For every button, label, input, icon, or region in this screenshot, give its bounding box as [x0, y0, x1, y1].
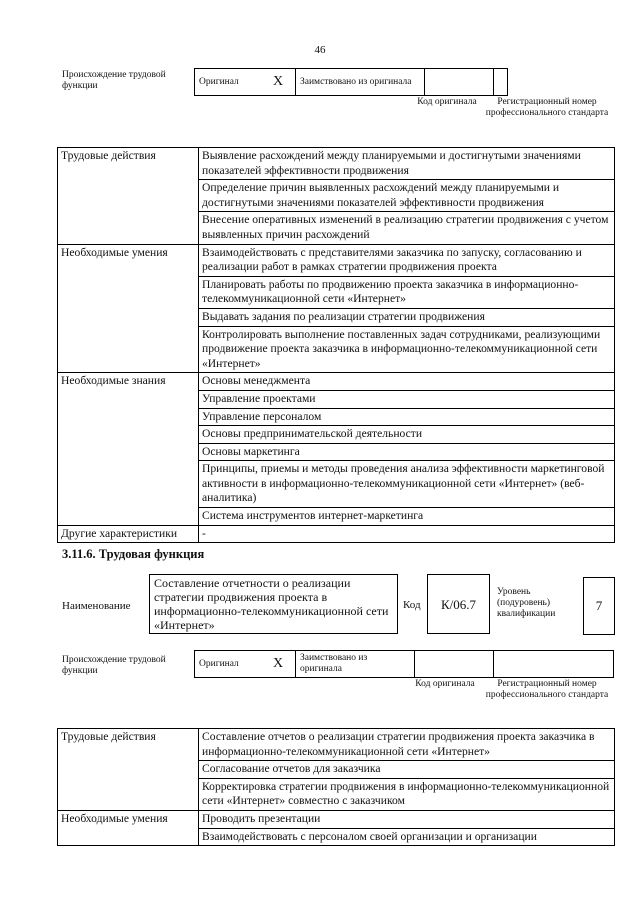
code-original-cell — [415, 651, 494, 678]
table-cell: Контролировать выполнение поставленных задач сотрудниками, реализующими продвижение проекта заказчика в информационно-телекоммуникационной сети «Интернет» — [199, 326, 615, 373]
page-number: 46 — [314, 44, 326, 56]
table-cell: Основы менеджмента — [199, 373, 615, 391]
origin-label: Происхождение трудовой функции — [62, 70, 166, 91]
reg-number-cell — [494, 651, 614, 678]
table-cell: Проводить презентации — [199, 810, 615, 828]
table-cell: Выдавать задания по реализации стратегии продвижения — [199, 308, 615, 326]
level-value: 7 — [583, 577, 615, 635]
table-cell: Планировать работы по продвижению проекта заказчика в информационно-телекоммуникационной сети «Интернет» — [199, 276, 615, 308]
table-row — [58, 525, 615, 543]
original-mark: X — [261, 651, 296, 678]
table-cell: Взаимодействовать с персоналом своей организации и организации — [199, 828, 615, 846]
table-cell: Определение причин выявленных расхождений между планируемыми и достигнутыми значениями показателей эффективности продвижения — [199, 180, 615, 212]
work-function-table — [57, 147, 615, 543]
row-head: Необходимые знания — [58, 373, 199, 525]
table-cell: Выявление расхождений между планируемыми и достигнутыми значениями показателей эффективности продвижения — [199, 148, 615, 180]
table-cell: Корректировка стратегии продвижения в информационно-телекоммуникационной сети «Интернет» совместно с заказчиком — [199, 778, 615, 810]
borrowed-label: Заимствовано из оригинала — [296, 69, 425, 96]
table-row — [58, 148, 615, 180]
origin-table — [194, 68, 508, 96]
table-cell: Согласование отчетов для заказчика — [199, 761, 615, 779]
table-row — [58, 729, 615, 761]
origin-table — [194, 650, 614, 678]
table-cell: Взаимодействовать с представителями заказчика по запуску, согласованию и реализации работ в рамках стратегии продвижения проекта — [199, 244, 615, 276]
code-original-cell — [425, 69, 494, 96]
name-value: Составление отчетности о реализации стратегии продвижения проекта в информационно-телекоммуникационной сети «Интернет» — [149, 574, 398, 634]
original-label: Оригинал — [195, 651, 262, 678]
table-row — [58, 244, 615, 276]
row-head: Трудовые действия — [58, 729, 199, 811]
table-cell: Внесение оперативных изменений в реализацию стратегии продвижения с учетом выявленных причин расхождений — [199, 212, 615, 244]
borrowed-label: Заимствовано из оригинала — [296, 651, 415, 678]
table-cell: Принципы, приемы и методы проведения анализа эффективности маркетинговой активности в информационно-телекоммуникационной сети «Интернет» (веб-аналитика) — [199, 461, 615, 508]
row-head: Необходимые умения — [58, 244, 199, 373]
row-head: Другие характеристики — [58, 525, 199, 543]
table-cell: Управление проектами — [199, 390, 615, 408]
reg-number-cell — [494, 69, 508, 96]
table-cell: Составление отчетов о реализации стратегии продвижения проекта заказчика в информационно-телекоммуникационной сети «Интернет» — [199, 729, 615, 761]
section-heading: 3.11.6. Трудовая функция — [62, 547, 205, 561]
original-mark: X — [261, 69, 296, 96]
table-row — [58, 810, 615, 828]
code-original-caption: Код оригинала — [415, 679, 475, 689]
name-label: Наименование — [62, 600, 131, 612]
row-head: Трудовые действия — [58, 148, 199, 245]
original-label: Оригинал — [195, 69, 262, 96]
code-value: К/06.7 — [427, 574, 490, 634]
table-cell: Основы маркетинга — [199, 443, 615, 461]
reg-number-caption: Регистрационный номер профессионального стандарта — [485, 97, 609, 118]
level-label: Уровень (подуровень) квалификации — [497, 587, 556, 619]
table-cell: Система инструментов интернет-маркетинга — [199, 508, 615, 526]
code-original-caption: Код оригинала — [417, 97, 477, 107]
reg-number-caption: Регистрационный номер профессионального стандарта — [485, 679, 609, 700]
table-row — [58, 373, 615, 391]
work-function-table-2 — [57, 728, 615, 846]
table-cell: Управление персоналом — [199, 408, 615, 426]
row-head: Необходимые умения — [58, 810, 199, 845]
table-cell: Основы предпринимательской деятельности — [199, 426, 615, 444]
table-cell: - — [199, 525, 615, 543]
origin-label: Происхождение трудовой функции — [62, 655, 166, 676]
code-label: Код — [403, 599, 421, 611]
